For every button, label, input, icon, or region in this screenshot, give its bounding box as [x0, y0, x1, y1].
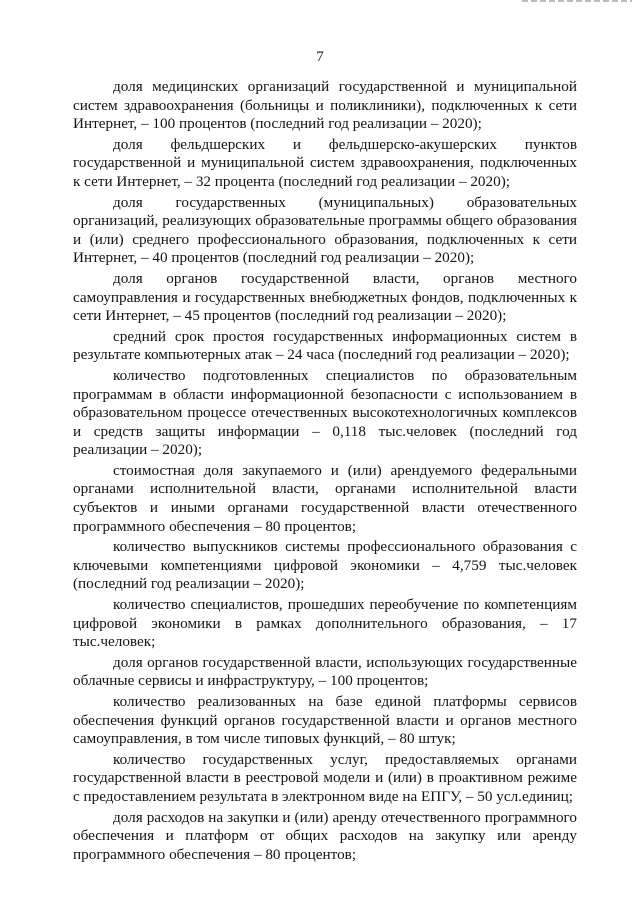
paragraph-downtime: средний срок простоя государственных информационных систем в результате компьютерных атак – 24 часа (последний год реализации – 2020);: [73, 327, 577, 364]
paragraph-domestic-software-share: стоимостная доля закупаемого и (или) арендуемого федеральными органами исполнительной власти, органами исполнительной власти субъектов и иными органами государственной власти отечественного программного обеспечения – 80 процентов;: [73, 461, 577, 535]
page-number: 7: [316, 49, 324, 65]
paragraph-security-specialists: количество подготовленных специалистов по образовательным программам в области информационной безопасности с использованием в образовательном процессе отечественных высокотехнологичных комплексов и средств защиты информации – 0,118 тыс.человек (последний год реализации – 2020);: [73, 366, 577, 459]
paragraph-cloud-services: доля органов государственной власти, использующих государственные облачные сервисы и инфраструктуру, – 100 процентов;: [73, 653, 577, 690]
paragraph-medical-organizations: доля медицинских организаций государственной и муниципальной систем здравоохранения (больницы и поликлиники), подключенных к сети Интернет, – 100 процентов (последний год реализации – 2020);: [73, 78, 577, 133]
scan-artifact: [522, 0, 632, 2]
paragraph-feldsher-points: доля фельдшерских и фельдшерско-акушерских пунктов государственной и муниципальной систем здравоохранения, подключенных к сети Интернет, – 32 процента (последний год реализации – 2020);: [73, 135, 577, 190]
document-body: [73, 78, 577, 866]
paragraph-educational-organizations: доля государственных (муниципальных) образовательных организаций, реализующих образовательные программы общего образования и (или) среднего профессионального образования, подключенных к сети Интернет, – 40 процентов (последний год реализации – 2020);: [73, 193, 577, 267]
paragraph-retraining: количество специалистов, прошедших переобучение по компетенциям цифровой экономики в рамках дополнительного образования, – 17 тыс.человек;: [73, 596, 577, 651]
paragraph-government-bodies: доля органов государственной власти, органов местного самоуправления и государственных внебюджетных фондов, подключенных к сети Интернет, – 45 процентов (последний год реализации – 2020);: [73, 269, 577, 325]
paragraph-public-services: количество государственных услуг, предоставляемых органами государственной власти в реестровой модели и (или) в проактивном режиме с предоставлением результата в электронном виде на ЕПГУ, – 50 усл.единиц;: [73, 750, 577, 805]
paragraph-software-expenses: доля расходов на закупки и (или) аренду отечественного программного обеспечения и платформ от общих расходов на закупку или аренду программного обеспечения – 80 процентов;: [73, 808, 577, 863]
paragraph-platform-services: количество реализованных на базе единой платформы сервисов обеспечения функций органов государственной власти и органов местного самоуправления, в том числе типовых функций, – 80 штук;: [73, 693, 577, 748]
paragraph-graduates: количество выпускников системы профессионального образования с ключевыми компетенциями цифровой экономики – 4,759 тыс.человек (последний год реализации – 2020);: [73, 538, 577, 593]
